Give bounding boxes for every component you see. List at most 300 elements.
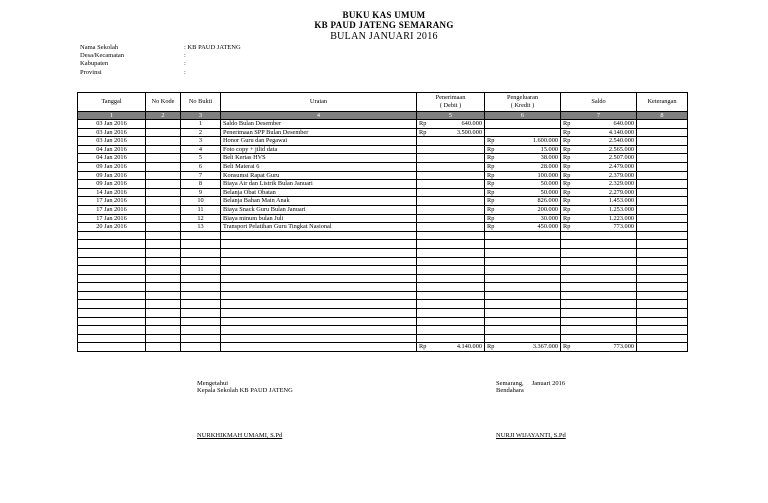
cell-kredit-wrap [487,180,558,188]
cell-tanggal: 03 Jan 2016 [78,137,146,146]
col-kredit-label: ( Kredit ) [510,102,535,109]
cell-saldo [561,205,637,214]
empty-cell [561,283,637,292]
treasurer-name: NURJI WIJAYANTI, S.Pd [496,432,566,439]
currency-label: Rp [563,171,571,179]
cell-saldo [561,162,637,171]
empty-cell [78,309,146,318]
currency-label: Rp [487,180,495,188]
table-row [78,137,688,146]
cell-debit [417,171,485,180]
empty-row [78,231,688,240]
cell-debit [417,214,485,223]
cell-saldo [561,180,637,189]
cell-tanggal: 17 Jan 2016 [78,214,146,223]
cell-kode [146,120,181,129]
empty-cell [78,240,146,249]
cell-debit-wrap [419,120,482,128]
col-saldo: Saldo [561,93,637,112]
cell-debit [417,223,485,232]
empty-cell [417,300,485,309]
currency-label: Rp [487,205,495,213]
currency-label: Rp [487,197,495,205]
cell-kredit-value: 28.000 [540,162,558,170]
sign-date: Januari 2016 [531,380,566,387]
school-info [80,44,241,77]
currency-label: Rp [487,343,495,351]
signature-left [197,380,293,394]
empty-cell [417,266,485,275]
empty-row [78,274,688,283]
empty-cell [561,317,637,326]
cell-debit-value: 640.000 [461,120,482,127]
cell-keterangan [637,197,688,206]
cell-keterangan [637,205,688,214]
col-number: 3 [181,112,221,120]
col-pengeluaran [485,93,561,112]
cell-kode [146,223,181,232]
empty-cell [181,257,221,266]
cell-debit [417,154,485,163]
cell-kredit-wrap [487,223,558,231]
ledger-body [78,120,688,352]
cell-saldo [561,197,637,206]
cell-uraian: Beli Materai 6 [221,162,417,171]
currency-label: Rp [487,162,495,170]
total-kredit [485,343,561,352]
empty-cell [181,334,221,343]
currency-label: Rp [487,145,495,153]
cell-debit [417,137,485,146]
cell-kredit [485,128,561,137]
cell-saldo-wrap [563,137,634,145]
empty-row [78,291,688,300]
cell-bukti: 5 [181,154,221,163]
info-label: Desa/Kecamatan [80,52,125,60]
empty-cell [485,231,561,240]
total-saldo-value: 773.000 [613,343,634,351]
empty-cell [637,283,688,292]
cell-kredit [485,145,561,154]
cell-tanggal: 03 Jan 2016 [78,128,146,137]
cell-keterangan [637,180,688,189]
table-row [78,205,688,214]
col-number: 7 [561,112,637,120]
totals-blank [637,343,688,352]
currency-label: Rp [563,128,571,136]
empty-cell [561,291,637,300]
cell-tanggal: 04 Jan 2016 [78,145,146,154]
empty-cell [146,266,181,275]
table-row [78,223,688,232]
empty-cell [221,274,417,283]
empty-cell [485,266,561,275]
empty-cell [146,248,181,257]
cell-kredit-wrap [487,154,558,162]
empty-cell [146,309,181,318]
empty-cell [181,326,221,335]
empty-cell [146,283,181,292]
empty-cell [181,248,221,257]
empty-cell [485,317,561,326]
school-title: KB PAUD JATENG SEMARANG [314,20,454,30]
col-number: 2 [146,112,181,120]
currency-label: Rp [563,145,571,153]
empty-cell [561,326,637,335]
signature-right [496,380,565,394]
empty-cell [485,248,561,257]
cell-debit [417,197,485,206]
empty-cell [561,334,637,343]
header-row [78,93,688,112]
cell-keterangan [637,188,688,197]
cell-debit-wrap [419,129,482,137]
empty-cell [221,283,417,292]
cell-uraian: Biaya minum bulan Juli [221,214,417,223]
empty-cell [181,266,221,275]
cell-saldo-value: 4.140.000 [608,128,634,136]
cell-kredit-value: 100.000 [537,171,558,179]
empty-cell [485,257,561,266]
currency-label: Rp [487,223,495,231]
cell-kode [146,137,181,146]
cell-uraian: Biaya Air dan Listrik Bulan Januari [221,180,417,189]
cell-kredit-value: 30.000 [540,214,558,222]
cell-keterangan [637,154,688,163]
cell-debit [417,120,485,129]
empty-cell [221,326,417,335]
cell-keterangan [637,128,688,137]
empty-cell [146,291,181,300]
empty-cell [561,248,637,257]
empty-cell [221,317,417,326]
cell-saldo-wrap [563,180,634,188]
col-no-bukti: No Bukti [181,93,221,112]
empty-cell [181,300,221,309]
empty-cell [637,291,688,300]
cell-kredit-value: 50.000 [540,180,558,188]
cell-kredit [485,154,561,163]
empty-cell [181,231,221,240]
cell-kode [146,205,181,214]
cell-saldo-wrap [563,163,634,171]
cell-tanggal: 09 Jan 2016 [78,180,146,189]
empty-cell [561,300,637,309]
cell-bukti: 12 [181,214,221,223]
cell-uraian: Saldo Bulan Desember [221,120,417,129]
cell-kredit-value: 38.000 [540,154,558,162]
empty-cell [417,248,485,257]
empty-cell [78,291,146,300]
empty-cell [146,300,181,309]
cell-kredit [485,120,561,129]
empty-cell [146,326,181,335]
empty-row [78,334,688,343]
treasurer-role: Bendahara [496,387,524,394]
cell-keterangan [637,162,688,171]
principal-role: Kepala Sekolah KB PAUD JATENG [197,387,293,394]
table-row [78,180,688,189]
cell-uraian: Penerimaan SPP Bulan Desember [221,128,417,137]
cell-kredit [485,180,561,189]
empty-cell [221,248,417,257]
empty-cell [146,257,181,266]
empty-cell [417,334,485,343]
cell-kode [146,154,181,163]
empty-cell [637,326,688,335]
cell-tanggal: 09 Jan 2016 [78,171,146,180]
totals-row [78,343,688,352]
empty-cell [417,231,485,240]
cell-debit [417,145,485,154]
empty-cell [485,274,561,283]
empty-cell [561,240,637,249]
cell-keterangan [637,145,688,154]
cell-saldo [561,154,637,163]
cell-tanggal: 17 Jan 2016 [78,197,146,206]
cell-kredit-wrap [487,197,558,205]
cell-bukti: 10 [181,197,221,206]
empty-cell [417,283,485,292]
cell-saldo [561,120,637,129]
cell-kredit [485,214,561,223]
col-penerimaan-label: Penerimaan [435,94,466,101]
empty-row [78,317,688,326]
table-row [78,214,688,223]
total-debit [417,343,485,352]
cell-kode [146,162,181,171]
cell-debit [417,205,485,214]
cell-saldo-value: 2.479.000 [608,162,634,170]
cell-saldo-value: 2.507.000 [608,154,634,162]
cell-saldo-wrap [563,129,634,137]
cell-uraian: Beli Kertas HVS [221,154,417,163]
currency-label: Rp [563,162,571,170]
empty-cell [78,231,146,240]
total-debit-wrap [419,343,482,351]
totals-blank [146,343,181,352]
cell-kode [146,180,181,189]
cell-tanggal: 14 Jan 2016 [78,188,146,197]
empty-cell [561,231,637,240]
cell-saldo-wrap [563,146,634,154]
cell-saldo-wrap [563,120,634,128]
empty-cell [417,257,485,266]
cell-kredit [485,171,561,180]
cell-kredit [485,137,561,146]
cell-uraian: Belanja Bahan Main Anak [221,197,417,206]
column-number-row [78,112,688,120]
empty-cell [146,231,181,240]
cell-saldo-value: 1.223.000 [608,214,634,222]
empty-cell [561,309,637,318]
cell-bukti: 9 [181,188,221,197]
cell-debit [417,188,485,197]
cell-bukti: 11 [181,205,221,214]
empty-cell [221,240,417,249]
currency-label: Rp [563,205,571,213]
empty-cell [637,309,688,318]
empty-cell [417,317,485,326]
currency-label: Rp [419,120,427,127]
currency-label: Rp [419,343,427,351]
cell-saldo-value: 2.540.000 [608,137,634,145]
cell-saldo-value: 773.000 [613,223,634,231]
cell-saldo [561,128,637,137]
cell-kredit-wrap [487,189,558,197]
cell-kode [146,128,181,137]
empty-cell [485,291,561,300]
empty-cell [78,257,146,266]
col-tanggal: Tanggal [78,93,146,112]
cell-kode [146,188,181,197]
currency-label: Rp [487,171,495,179]
currency-label: Rp [563,223,571,231]
currency-label: Rp [563,214,571,222]
cell-saldo [561,223,637,232]
cell-kredit [485,188,561,197]
cell-kode [146,171,181,180]
cell-tanggal: 03 Jan 2016 [78,120,146,129]
cell-saldo-wrap [563,197,634,205]
table-row [78,145,688,154]
empty-row [78,300,688,309]
empty-cell [485,309,561,318]
cell-kode [146,214,181,223]
cell-saldo [561,214,637,223]
cell-kredit-value: 450.000 [537,223,558,231]
cell-bukti: 3 [181,137,221,146]
empty-cell [485,326,561,335]
cell-tanggal: 17 Jan 2016 [78,205,146,214]
empty-cell [485,334,561,343]
empty-cell [181,240,221,249]
document-title: BUKU KAS UMUM [342,10,426,20]
cell-bukti: 8 [181,180,221,189]
cell-kredit-wrap [487,137,558,145]
empty-cell [146,317,181,326]
currency-label: Rp [419,128,427,136]
cell-uraian: Transport Pelatihan Guru Tingkat Nasional [221,223,417,232]
cell-debit [417,180,485,189]
info-label: Nama Sekolah [80,44,119,51]
empty-cell [78,300,146,309]
empty-cell [485,300,561,309]
empty-row [78,283,688,292]
cell-saldo-wrap [563,215,634,223]
cell-saldo [561,145,637,154]
empty-cell [417,291,485,300]
currency-label: Rp [487,214,495,222]
cell-kredit-wrap [487,206,558,214]
col-number: 4 [221,112,417,120]
empty-cell [181,317,221,326]
cell-kredit-wrap [487,172,558,180]
cell-bukti: 13 [181,223,221,232]
col-number: 1 [78,112,146,120]
info-value: : KB PAUD JATENG [184,44,241,51]
empty-cell [78,326,146,335]
table-row [78,197,688,206]
empty-cell [78,274,146,283]
empty-cell [146,334,181,343]
cell-kredit [485,197,561,206]
principal-name: NURKHIKMAH UMAMI, S.Pd [197,432,283,439]
cell-kredit-value: 50.000 [540,188,558,196]
cell-uraian: Honor Guru dan Pegawai [221,137,417,146]
table-row [78,128,688,137]
empty-cell [637,274,688,283]
table-row [78,120,688,129]
cell-tanggal: 09 Jan 2016 [78,162,146,171]
cell-saldo-value: 2.565.000 [608,145,634,153]
empty-row [78,248,688,257]
empty-cell [221,257,417,266]
empty-row [78,257,688,266]
empty-cell [637,334,688,343]
empty-cell [78,334,146,343]
currency-label: Rp [563,120,571,127]
empty-row [78,326,688,335]
cell-saldo [561,137,637,146]
col-penerimaan [417,93,485,112]
empty-cell [417,240,485,249]
currency-label: Rp [563,197,571,205]
cell-saldo-value: 640.000 [613,120,634,127]
cell-kredit [485,205,561,214]
totals-blank [78,343,146,352]
empty-cell [637,300,688,309]
empty-cell [637,240,688,249]
cell-keterangan [637,214,688,223]
col-number: 5 [417,112,485,120]
totals-blank [221,343,417,352]
empty-row [78,309,688,318]
empty-cell [417,274,485,283]
cell-saldo-wrap [563,223,634,231]
cell-uraian: Belanja Obat Obatan [221,188,417,197]
cell-kredit-wrap [487,146,558,154]
currency-label: Rp [563,343,571,351]
cell-saldo-wrap [563,189,634,197]
cell-kredit-value: 1.600.000 [532,137,558,145]
empty-cell [637,317,688,326]
totals-blank [181,343,221,352]
empty-cell [78,283,146,292]
currency-label: Rp [563,180,571,188]
cell-tanggal: 20 Jan 2016 [78,223,146,232]
empty-cell [146,274,181,283]
empty-cell [181,274,221,283]
currency-label: Rp [487,137,495,145]
table-row [78,188,688,197]
cell-saldo-value: 2.379.000 [608,171,634,179]
info-value: : [184,60,186,68]
cell-bukti: 6 [181,162,221,171]
empty-cell [485,283,561,292]
empty-cell [561,274,637,283]
total-saldo [561,343,637,352]
empty-cell [78,317,146,326]
col-no-kode: No Kode [146,93,181,112]
total-kredit-wrap [487,343,558,351]
currency-label: Rp [563,154,571,162]
empty-cell [78,248,146,257]
empty-cell [417,309,485,318]
cell-saldo [561,171,637,180]
empty-row [78,266,688,275]
cell-saldo-value: 2.329.000 [608,180,634,188]
